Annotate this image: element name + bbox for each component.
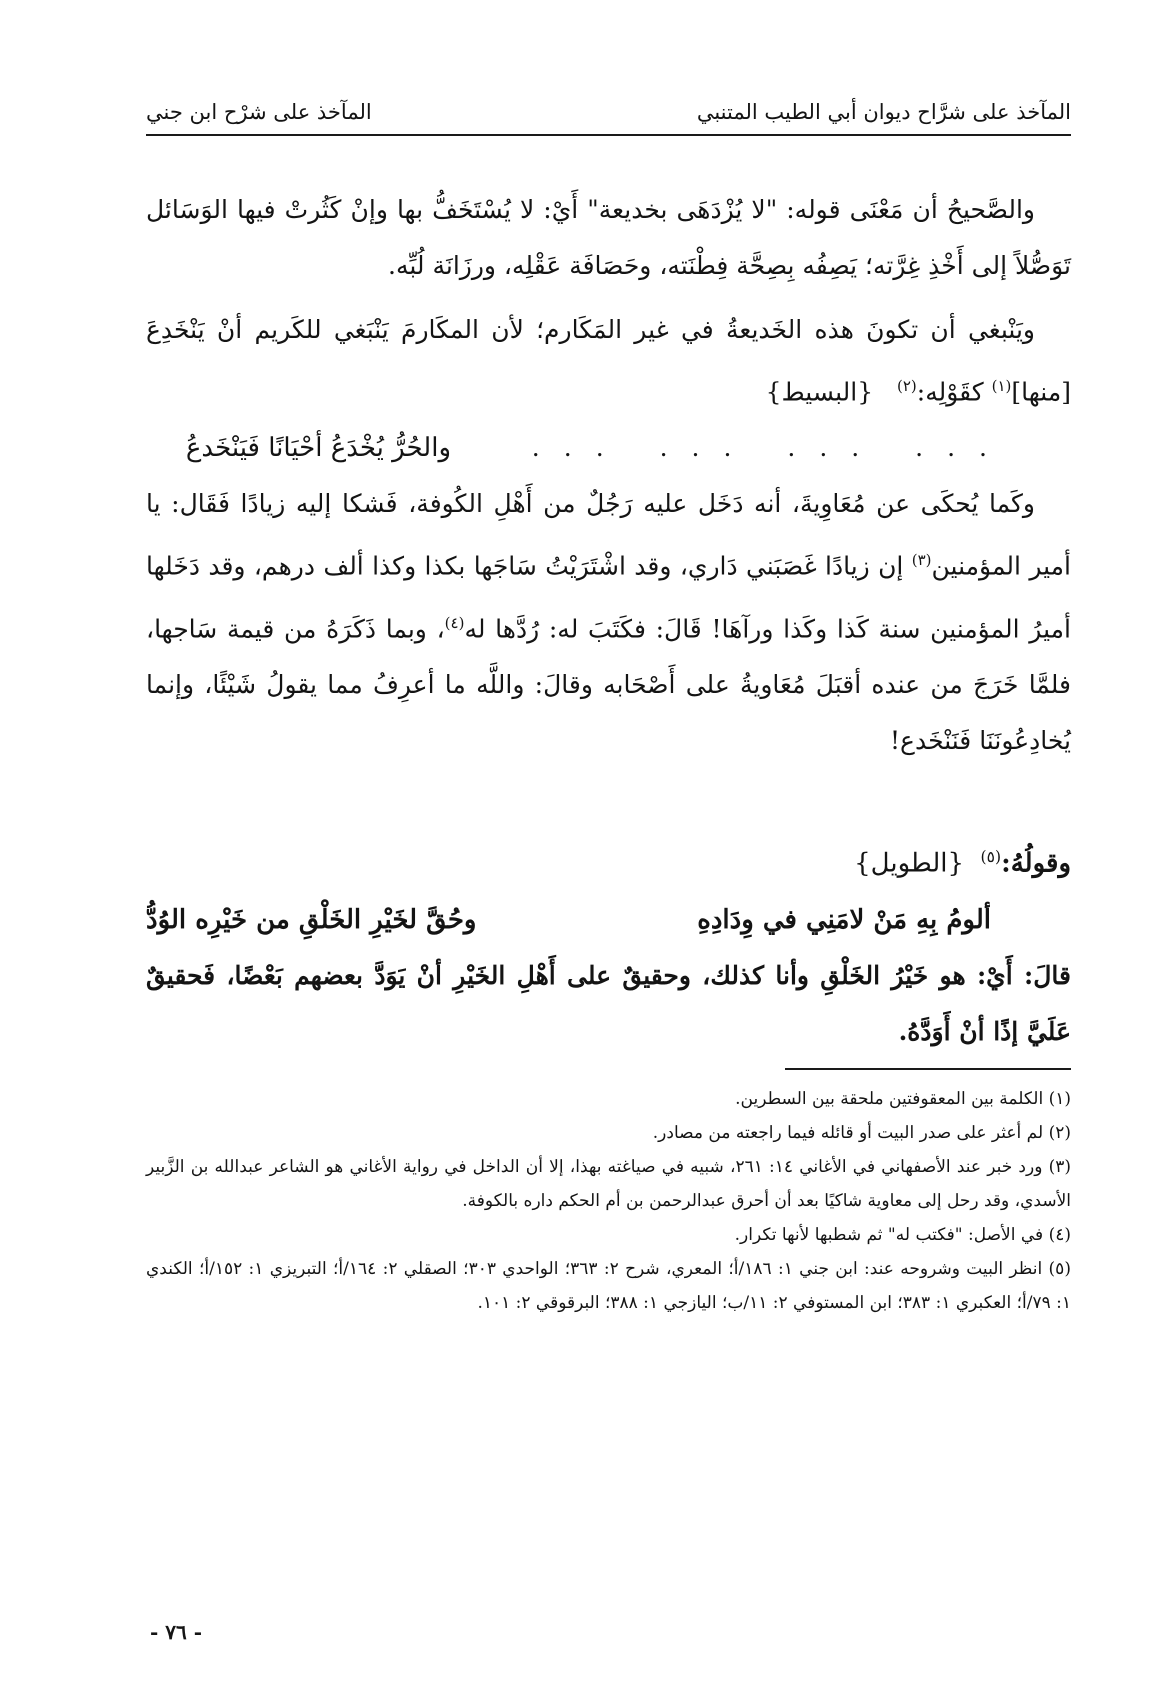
footnote-3: (٣) ورد خبر عند الأصفهاني في الأغاني ١٤: ٢٦١، شبيه في صياغته بهذا، إلا أن الداخل في رواية الأغاني هو الشاعر عبدالله بن الزَّبير الأسدي، وقد رحل إلى معاوية شاكيًا بعد أن أحرق عبدالرحمن بن أم الحكم داره بالكوفة. (146, 1157, 1072, 1211)
verse-line-1 (146, 420, 1071, 476)
verse-first-hemistich: ألومُ بِهِ مَنْ لامَنِي في وِدَادِهِ (697, 904, 991, 935)
paragraph-4: قالَ: أَيْ: هو خَيْرُ الخَلْقِ وأنا كذلك، وحقيقٌ على أَهْلِ الخَيْرِ أنْ يَوَدَّ بعضهم بَعْضًا، فَحقيقٌ عَلَيَّ إذًا أنْ أَوَدَّهُ. (146, 960, 1071, 1046)
footnote-ref-4: (٤) (444, 613, 465, 632)
footnote-4: (٤) في الأصل: "فكتب له" ثم شطبها لأنها تكرار. (734, 1225, 1071, 1245)
header-divider (146, 134, 1071, 136)
main-text (146, 182, 1071, 1060)
header-section-title: المآخذ على شرْح ابن جني (146, 100, 372, 124)
footnote-ref-5: (٥) (980, 847, 1002, 866)
verse-second-hemistich: وحُقَّ لخَيْرِ الخَلْقِ من خَيْرِه الوُدُّ (146, 904, 477, 935)
meter-label: {الطويل} (854, 848, 965, 879)
footnote-5: (٥) انظر البيت وشروحه عند: ابن جني ١: ١٨٦/أ؛ المعري، شرح ٢: ٣٦٣؛ الواحدي ٣٠٣؛ الصقلي ٢: ١٦٤/أ؛ التبريزي ١: ١٥٢/أ؛ الكندي ١: ٧٩/أ؛ العكبري ١: ٣٨٣؛ ابن المستوفي ٢: ١١/ب؛ اليازجي ١: ٣٨٨؛ البرقوقي ٢: ١٠١. (146, 1259, 1071, 1313)
paragraph-1: والصَّحيحُ أن مَعْنَى قوله: "لا يُزْدَهَى بخديعة" أَيْ: لا يُسْتَخَفُّ بها وإنْ كَثُرتْ فيها الوَسَائل تَوَصُّلاً إلى أَخْذِ غِرَّته؛ يَصِفُه بِصِحَّة فِطْنَته، وحَصَافَة عَقْلِه، ورزَانَة لُبِّه. (146, 195, 1071, 280)
header-book-title: المآخذ على شرَّاح ديوان أبي الطيب المتنبي (696, 100, 1071, 124)
footnote-ref-2: (٢) (896, 377, 917, 395)
verse-line-2 (146, 892, 1071, 948)
meter-label: {البسيط} (765, 377, 874, 407)
footnote-2: (٢) لم أعثر على صدر البيت أو قائله فيما راجعته من مصادر. (652, 1123, 1071, 1143)
footnotes (146, 1082, 1071, 1320)
running-header (146, 92, 1071, 136)
paragraph-2: ويَنْبغي أن تكونَ هذه الخَديعةُ في غير المَكَارم؛ لأن المكَارمَ يَنْبَغي للكَريم أنْ يَنْخَدِعَ [منها]$^{(١)}$ كقَوْلِه:$^{(٢)}$ {البسيط} (146, 315, 1071, 407)
footnote-ref-3: (٣) (911, 551, 932, 570)
elided-hemistich: ... ... ... ... (531, 433, 1011, 463)
footnote-divider (785, 1068, 1071, 1070)
verse-intro: وقولُهُ:$^{(٥)}$ {الطويل} (854, 847, 1071, 879)
verse-hemistich: والحُرُّ يُخْدَعُ أحْيَانًا فَيَنْخَدعُ (185, 433, 451, 464)
footnote-ref-1: (١) (991, 377, 1012, 395)
paragraph-3: وكَما يُحكَى عن مُعَاوِيةَ، أنه دَخَل عليه رَجُلٌ من أَهْلِ الكُوفة، فَشكا إليه زيادًا فَقَال: يا أمير المؤمنين$^{(٣)}$ إن زيادًا غَصَبَني دَاري، وقد اشْتَرَيْتُ سَاجَها بكذا وكذا ألف درهم، وقد دَخَلها أميرُ المؤمنين سنة كَذا وكَذا ورآهَا! قَالَ: فكَتَبَ له: رُدَّها له$^{(٤)}$، وبما ذَكَرَهُ من قيمة سَاجها، فلمَّا خَرَجَ من عنده أقبَلَ مُعَاويةُ على أَصْحَابه وقالَ: واللَّه ما أعرِفُ مما يقولُ شَيْئًا، وإنما يُخادِعُونَنَا فَنَنْخَدع! (146, 489, 1072, 755)
page-number: - ٧٦ - (149, 1620, 202, 1644)
footnote-1: (١) الكلمة بين المعقوفتين ملحقة بين السطرين. (735, 1089, 1071, 1109)
